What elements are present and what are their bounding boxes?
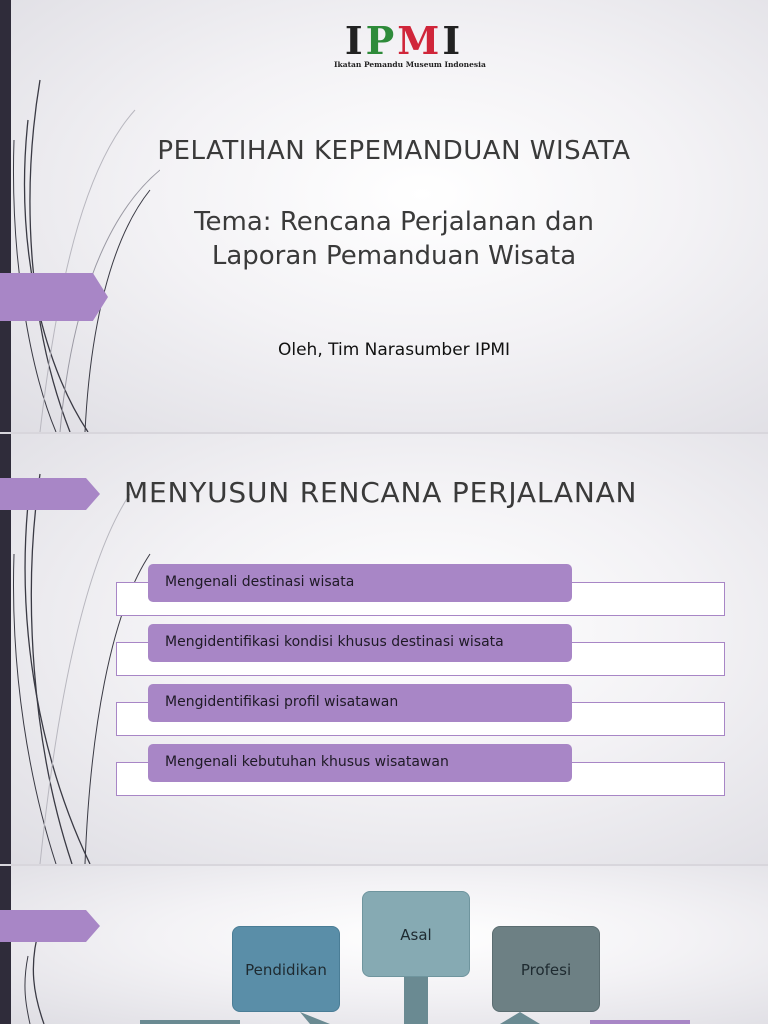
slide-accent-arrow <box>0 273 108 321</box>
step-label: Mengenali destinasi wisata <box>148 564 572 602</box>
theme-line-1: Tema: Rencana Perjalanan dan <box>194 207 594 237</box>
theme-line-2: Laporan Pemanduan Wisata <box>211 241 577 271</box>
logo-mark: IPMI <box>344 18 464 63</box>
diagram-box-profesi: Profesi <box>492 926 600 1012</box>
step-item <box>116 564 725 602</box>
profile-diagram-slide[interactable] <box>0 866 768 1024</box>
slide-accent-arrow <box>0 478 100 510</box>
ipmi-logo <box>334 18 486 69</box>
step-label: Mengidentifikasi kondisi khusus destinasi wisata <box>148 624 572 662</box>
slide-title: MENYUSUN RENCANA PERJALANAN <box>124 476 638 509</box>
steps-slide[interactable] <box>0 434 768 864</box>
slide-title: PELATIHAN KEPEMANDUAN WISATA <box>157 136 631 166</box>
diagram-box-asal: Asal <box>362 891 470 977</box>
step-item <box>116 624 725 662</box>
step-item <box>116 744 725 782</box>
slide-author: Oleh, Tim Narasumber IPMI <box>277 340 510 360</box>
step-item <box>116 684 725 722</box>
step-label: Mengidentifikasi profil wisatawan <box>148 684 572 722</box>
diagram-box-pendidikan: Pendidikan <box>232 926 340 1012</box>
step-label: Mengenali kebutuhan khusus wisatawan <box>148 744 572 782</box>
slide-theme <box>0 205 768 273</box>
logo-subtitle: Ikatan Pemandu Museum Indonesia <box>334 60 486 69</box>
title-slide[interactable] <box>0 0 768 432</box>
